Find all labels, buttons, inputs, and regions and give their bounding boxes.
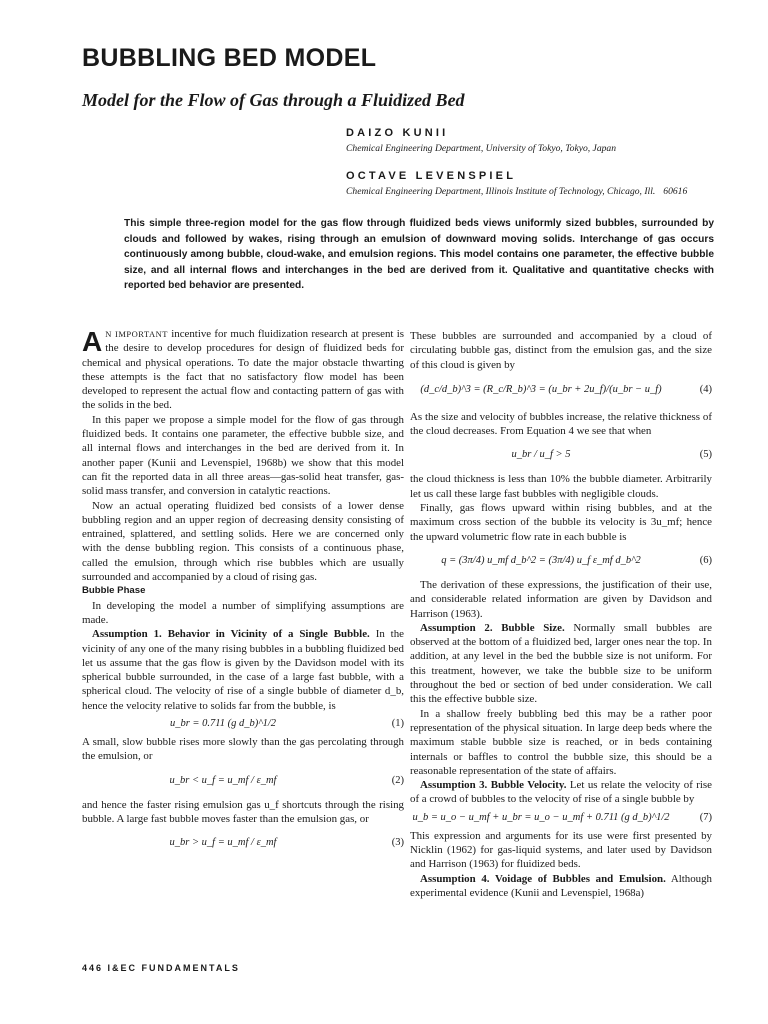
author-name: OCTAVE LEVENSPIEL: [346, 170, 517, 182]
paragraph: In this paper we propose a simple model for the flow of gas through fluidized beds. It contains one parameter, the effective bubble size, and all internal flows and interchanges in the bed are derived from it. In another paper (Kunii and Levenspiel, 1968b) we show that this model can fit the reported data in all three areas—gas-solid heat transfer, gas-solid mass transfer, and conversion in catalytic reactions.: [82, 413, 404, 498]
assumption-1: [82, 627, 404, 713]
equation-7: [410, 807, 712, 829]
paragraph: the cloud thickness is less than 10% the bubble diameter. Arbitrarily let us call these large fast bubbles with negligible clouds.: [410, 473, 712, 500]
author-1: [346, 127, 706, 154]
abstract: This simple three-region model for the gas flow through fluidized beds views uniformly sized bubbles, surrounded by clouds and followed by wakes, rising through an emulsion of downward moving solids. Interchange of gas occurs continuously among bubble, cloud-wake, and emulsion regions. This model contains one parameter, the effective bubble size, and all internal flows and interchanges in the bed are derived from it. Qualitative and quantitative checks with reported bed behavior are presented.: [124, 218, 714, 292]
assumption-4: [410, 872, 712, 901]
paragraph: and hence the faster rising emulsion gas u_f shortcuts through the rising bubble. A large fast bubble moves faster than the emulsion gas, or: [82, 798, 404, 825]
equation-number: (4): [699, 383, 712, 395]
paragraph: In a shallow freely bubbling bed this may be a rather poor representation of the physical situation. In large deep beds where the maximum stable bubble size is reached, or in beds containing internals or baffles to control the bubble size, this should be a reasonable representation of the state of affairs.: [410, 707, 712, 777]
equation-number: (6): [699, 554, 712, 566]
equation-expression: u_b = u_o − u_mf + u_br = u_o − u_mf + 0.711 (g d_b)^1/2: [412, 811, 670, 823]
assumption-3: [410, 778, 712, 807]
assumption-label: Assumption 1. Behavior in Vicinity of a Single Bubble.: [92, 628, 370, 641]
right-column: [410, 329, 712, 900]
equation-number: (1): [391, 718, 404, 730]
equation-3: [82, 826, 404, 860]
assumption-text: Let us relate the velocity of rise of a crowd of bubbles to the velocity of rise of a single bubble by: [410, 779, 712, 806]
equation-number: (5): [699, 449, 712, 461]
assumption-2: [410, 621, 712, 707]
page-footer: 446 I&EC FUNDAMENTALS: [82, 963, 240, 973]
article-subtitle: Model for the Flow of Gas through a Fluidized Bed: [82, 90, 465, 110]
assumption-text: Although experimental evidence (Kunii and Levenspiel, 1968a): [410, 872, 712, 899]
article-title: BUBBLING BED MODEL: [82, 44, 377, 72]
assumption-text: Normally small bubbles are observed at the bottom of a fluidized bed, larger ones near the top. In addition, at any level in the bed the bubble size is not uniform. For this treatment, however, we take the bubble size to be uniform throughout the bed or section of bed under consideration. We call this the effective bubble size.: [410, 621, 712, 706]
section-heading: Bubble Phase: [82, 585, 146, 597]
intro-paragraph: [82, 327, 404, 413]
assumption-text: In the vicinity of any one of the many rising bubbles in a bubbling fluidized bed let us assume that the gas flow is given by the Davidson model with its spherical bubble surrounded, in the case of a large fast bubble, with a spherical cloud. The velocity of rise of a single bubble of diameter d_b, hence the velocity relative to solids far from the bubble, is: [82, 628, 404, 712]
author-affiliation: Chemical Engineering Department, University of Tokyo, Tokyo, Japan: [346, 143, 617, 154]
equation-number: (7): [699, 811, 712, 823]
affiliation-text: Chemical Engineering Department, Illinois Institute of Technology, Chicago, Ill.: [346, 186, 656, 197]
equation-expression: u_br / u_f > 5: [511, 449, 571, 461]
equation-number: (2): [391, 774, 404, 786]
intro-text: incentive for much fluidization research at present is the desire to develop procedures for design of fluidized beds for chemical and physical operations. To date the major obstacle thwarting these attempts is the fact that no satisfactory flow model has been developed to represent the actual flow and contacting pattern of gas with the solids in the bed.: [82, 328, 404, 412]
lead-smallcaps: N IMPORTANT: [105, 329, 168, 339]
author-affiliation: [346, 186, 706, 197]
equation-number: (3): [391, 837, 404, 849]
paragraph: In developing the model a number of simplifying assumptions are made.: [82, 599, 404, 626]
left-column: [82, 327, 404, 860]
paragraph: These bubbles are surrounded and accompanied by a cloud of circulating bubble gas, distinct from the emulsion gas, and the size of this cloud is given by: [410, 330, 712, 371]
paragraph: Now an actual operating fluidized bed consists of a lower dense bubbling region and an upper region of decreasing density consisting of entrained, splattered, and settling solids. Here we are concerned only with the dense bubbling region. This consists of a continuous phase, called the emulsion, through which rise bubbles which are usually surrounded and accompanied by a cloud of rising gas.: [82, 499, 404, 584]
equation-expression: q = (3π/4) u_mf d_b^2 = (3π/4) u_f ε_mf d_b^2: [441, 554, 641, 566]
equation-4: [410, 372, 712, 410]
assumption-label: Assumption 4. Voidage of Bubbles and Emulsion.: [420, 872, 666, 885]
equation-5: [410, 438, 712, 472]
assumption-label: Assumption 2. Bubble Size.: [420, 621, 565, 634]
author-name: DAIZO KUNII: [346, 127, 449, 139]
drop-cap: A: [82, 326, 103, 357]
paragraph: As the size and velocity of bubbles increase, the relative thickness of the cloud decreases. From Equation 4 we see that when: [410, 410, 712, 438]
equation-6: [410, 544, 712, 578]
paragraph: A small, slow bubble rises more slowly than the gas percolating through the emulsion, or: [82, 736, 404, 763]
equation-1: [82, 713, 404, 735]
zip-code: 60616: [663, 186, 688, 197]
assumption-label: Assumption 3. Bubble Velocity.: [420, 779, 567, 792]
equation-expression: (d_c/d_b)^3 = (R_c/R_b)^3 = (u_br + 2u_f)/(u_br − u_f): [420, 383, 662, 395]
paragraph: The derivation of these expressions, the justification of their use, and considerable related information are given by Davidson and Harrison (1963).: [410, 578, 712, 620]
equation-expression: u_br = 0.711 (g d_b)^1/2: [169, 718, 277, 730]
equation-2: [82, 764, 404, 798]
paragraph: Finally, gas flows upward within rising bubbles, and at the maximum cross section of the bubble its velocity is 3u_mf; hence the upward volumetric flow rate in each bubble is: [410, 502, 712, 543]
author-2: [346, 170, 706, 197]
equation-expression: u_br < u_f = u_mf / ε_mf: [169, 774, 277, 786]
paragraph: This expression and arguments for its use were first presented by Nicklin (1962) for gas-liquid systems, and later used by Davidson and Harrison (1963) for fluidized beds.: [410, 829, 712, 871]
equation-expression: u_br > u_f = u_mf / ε_mf: [169, 837, 277, 849]
